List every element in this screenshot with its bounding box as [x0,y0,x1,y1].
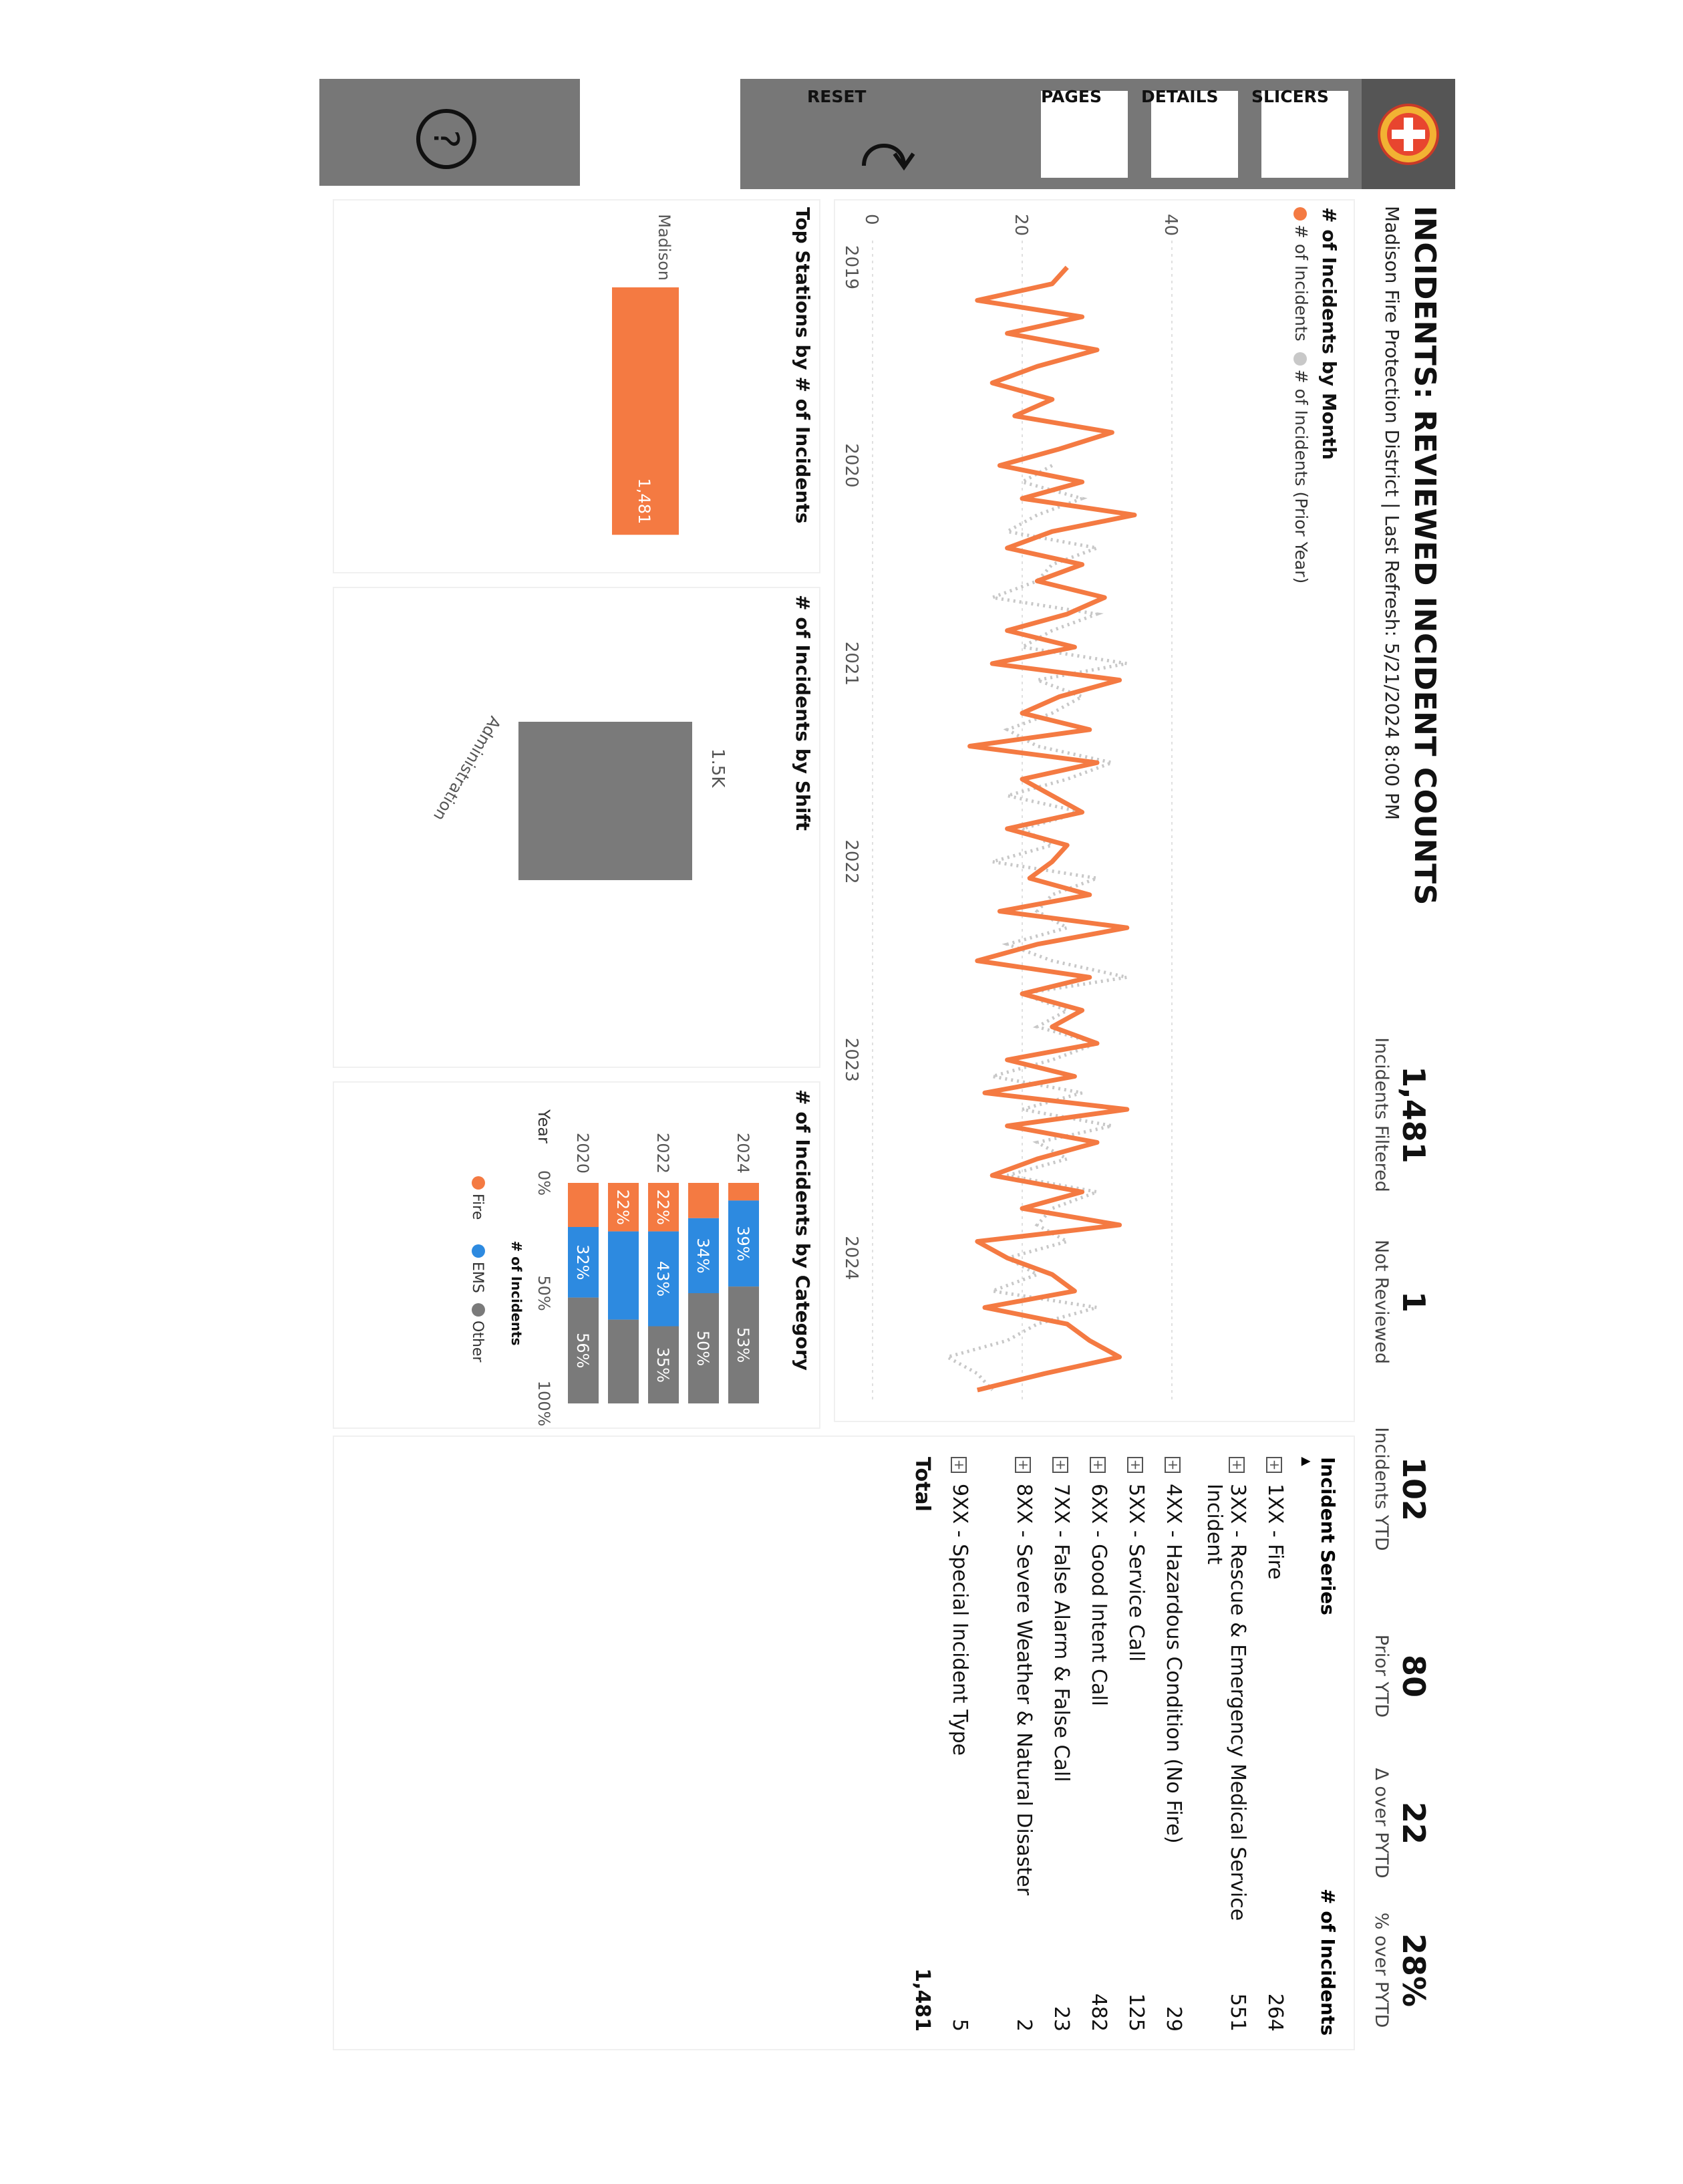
matrix-row-value: 482 [1087,1993,1110,2032]
line-chart-svg [832,200,1354,1423]
matrix-row-label: 1XX - Fire [1263,1484,1287,1580]
shift-card [333,587,820,1068]
matrix-row-value: 5 [948,2018,971,2032]
prior-year-line [947,465,1127,1390]
matrix-row-value: 23 [1050,2006,1073,2032]
incident-series-matrix [333,1436,1355,2050]
matrix-row-value: 2 [1012,2018,1036,2032]
x-tick-label: 2020 [841,443,861,488]
category-data-label: 34% [694,1238,712,1274]
category-data-label: 39% [734,1226,752,1262]
matrix-row[interactable] [948,1457,971,2032]
expand-icon[interactable]: + [1016,1457,1032,1473]
page-subtitle: Madison Fire Protection District | Last Refresh: 5/21/2024 8:00 PM [1381,206,1403,821]
kpi-value: 1,481 [1396,1066,1432,1164]
matrix-total-row [911,1457,934,2032]
matrix-row-value: 264 [1263,1993,1287,2032]
category-segment [568,1183,599,1227]
category-legend-label: Fire [469,1194,486,1220]
category-year-label: 2020 [573,1132,592,1174]
category-data-label: 22% [613,1189,632,1225]
kpi-value: 102 [1396,1456,1432,1522]
legend-current-label: # of Incidents [1291,225,1311,342]
station-value-label: 1,481 [635,478,653,525]
reset-label: RESET [807,87,867,106]
question-mark-icon[interactable] [413,106,480,172]
shift-title: # of Incidents by Shift [792,595,814,831]
y-tick-label: 0 [861,214,881,225]
category-card [333,1081,820,1429]
category-data-label: 53% [734,1327,752,1363]
matrix-row[interactable] [1087,1457,1110,2032]
kpi-value: 1 [1396,1290,1432,1313]
category-y-axis-title: Year [534,1109,553,1143]
sidebar [319,79,1455,189]
category-svg [331,1083,819,1430]
kpi-incidents-ytd [1371,1402,1432,1576]
kpi-caption: Incidents Filtered [1371,1037,1392,1192]
x-tick-label: 2023 [841,1037,861,1082]
matrix-row-value: 29 [1162,2006,1185,2032]
category-data-label: 50% [694,1330,712,1367]
kpi-caption: % over PYTD [1371,1912,1392,2028]
category-data-label: 32% [573,1244,592,1280]
y-tick-label: 40 [1161,214,1181,237]
kpi-caption: Δ over PYTD [1371,1768,1392,1879]
expand-icon[interactable]: + [1090,1457,1106,1473]
category-x-tick: 0% [534,1170,553,1196]
matrix-row-label: 3XX - Rescue & Emergency Medical Service Incident [1203,1484,1249,1921]
category-segment [608,1232,639,1320]
line-chart-card [834,199,1355,1422]
x-tick-label: 2022 [841,839,861,884]
line-chart-title: # of Incidents by Month [1318,207,1340,460]
expand-icon[interactable]: + [1229,1457,1245,1473]
category-x-tick: 50% [534,1275,553,1311]
top-stations-card [333,199,820,573]
y-tick-label: 20 [1011,214,1031,237]
station-category-label: Madison [655,214,673,281]
kpi-value: 80 [1396,1654,1432,1697]
expand-icon[interactable]: + [1165,1457,1181,1473]
shift-y-tick-label: 1.5K [708,748,728,788]
matrix-total-value: 1,481 [911,1968,934,2032]
category-title: # of Incidents by Category [792,1089,814,1371]
details-label: DETAILS [1141,87,1219,106]
x-tick-label: 2024 [841,1236,861,1280]
page-title: INCIDENTS: REVIEWED INCIDENT COUNTS [1408,206,1442,906]
help-button[interactable] [413,106,480,172]
expand-icon[interactable]: + [1267,1457,1283,1473]
category-legend-dot [472,1176,485,1190]
kpi-value: 22 [1396,1801,1432,1845]
x-tick-label: 2019 [841,245,861,290]
matrix-row[interactable] [1124,1457,1148,2032]
category-legend-label: Other [469,1321,486,1363]
matrix-row-label: 5XX - Service Call [1124,1484,1148,1662]
category-x-axis-title: # of Incidents [508,1240,524,1346]
matrix-row-value: 551 [1226,1993,1249,2032]
matrix-col2-header[interactable]: # of Incidents [1317,1889,1339,2036]
incidents-line [970,267,1134,1390]
svg-text:?: ? [426,130,466,148]
category-data-label: 43% [653,1260,672,1297]
category-segment [728,1183,759,1200]
category-data-label: 22% [653,1189,672,1225]
matrix-row-value: 125 [1124,1993,1148,2032]
matrix-row[interactable] [1162,1457,1185,2032]
expand-icon[interactable]: + [1128,1457,1144,1473]
category-legend-dot [472,1244,485,1258]
kpi-value: 28% [1396,1933,1432,2008]
matrix-row-label: 8XX - Severe Weather & Natural Disaster [1012,1484,1036,1896]
fire-badge-icon [1372,98,1445,171]
matrix-row[interactable] [1203,1457,1249,2032]
top-stations-title: Top Stations by # of Incidents [792,207,814,524]
expand-icon[interactable]: + [951,1457,967,1473]
matrix-row[interactable] [1012,1457,1036,2032]
category-year-label: 2024 [734,1132,752,1174]
matrix-row-label: 4XX - Hazardous Condition (No Fire) [1162,1484,1185,1844]
category-data-label: 56% [573,1333,592,1369]
category-segment [608,1320,639,1403]
matrix-col1-header[interactable]: Incident Series [1317,1457,1339,1615]
slicers-label-wrap [1348,92,1362,186]
category-legend-dot [472,1303,485,1317]
matrix-row[interactable] [1263,1457,1287,2032]
shift-svg [331,588,819,1069]
matrix-row-label: 7XX - False Alarm & False Call [1050,1484,1073,1782]
reset-button[interactable] [784,119,917,186]
category-year-label: 2022 [653,1132,672,1174]
slicers-label: SLICERS [1251,87,1329,106]
kpi-caption: Incidents YTD [1371,1427,1392,1551]
matrix-row-label: 6XX - Good Intent Call [1087,1484,1110,1707]
matrix-body [358,1457,1293,2032]
kpi-not-reviewed [1371,1215,1432,1389]
legend-prior-label: # of Incidents (Prior Year) [1291,369,1311,584]
expand-icon[interactable]: + [1053,1457,1069,1473]
sort-arrow-icon[interactable]: ▲ [1299,1457,1314,1466]
matrix-row-label: 9XX - Special Incident Type [948,1484,971,1756]
kpi-incidents-filtered [1371,1028,1432,1202]
kpi-percent-pytd [1371,1883,1432,2057]
shift-category-label: Administration [429,713,505,825]
top-stations-svg [331,200,819,575]
report-rotated [0,79,1455,2036]
matrix-row[interactable] [1050,1457,1073,2032]
pages-label: PAGES [1041,87,1102,106]
undo-arrow-icon[interactable] [844,119,917,186]
logo [1362,79,1455,189]
category-data-label: 35% [653,1347,672,1383]
report-canvas [319,79,1455,2064]
kpi-caption: Prior YTD [1371,1634,1392,1718]
category-segment [688,1183,719,1218]
kpi-caption: Not Reviewed [1371,1240,1392,1364]
category-x-tick: 100% [534,1380,553,1427]
x-tick-label: 2021 [841,641,861,686]
category-legend-label: EMS [469,1262,486,1293]
shift-bar [518,722,692,880]
matrix-total-label: Total [911,1457,934,1512]
